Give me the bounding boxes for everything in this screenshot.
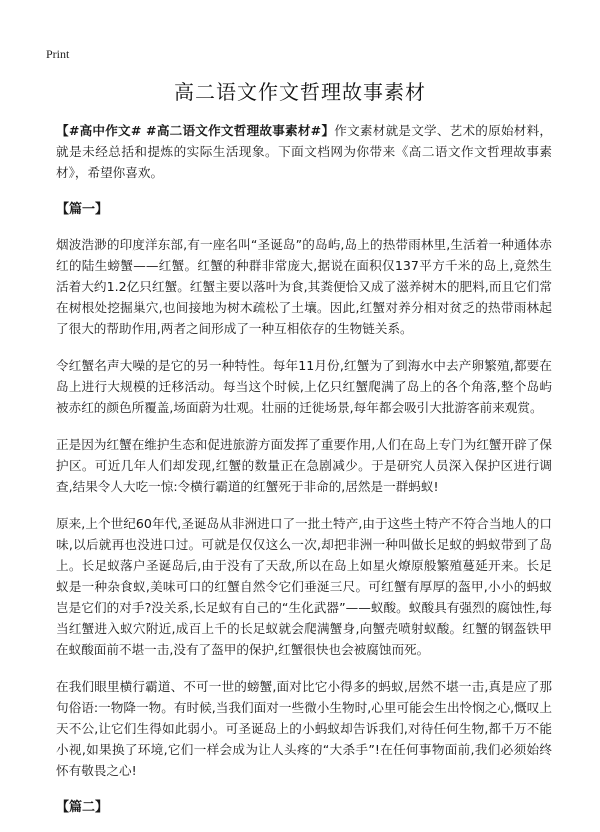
section-1-paragraph: 正是因为红蟹在维护生态和促进旅游方面发挥了重要作用,人们在岛上专门为红蟹开辟了保护区。可近几年人们却发现,红蟹的数量正在急剧减少。于是研究人员深入保护区进行调查,结果令人大吃一惊:令横行霸道的红蟹死于非命的,居然是一群蚂蚁! xyxy=(56,437,552,494)
intro-text: 作文素材就是文学、艺术的原始材料，就是未经总括和提炼的实际生活现象。下面文档网为你带来《高二语文作文哲理故事素材》，希望你喜欢。 xyxy=(56,123,553,180)
intro-paragraph xyxy=(56,120,552,183)
section-1-paragraph: 令红蟹名声大噪的是它的另一种特性。每年11月份,红蟹为了到海水中去产卵繁殖,都要在岛上进行大规模的迁移活动。每当这个时候,上亿只红蟹爬满了岛上的各个角落,整个岛屿被赤红的颜色所覆盖,场面蔚为壮观。壮丽的迁徙场景,每年都会吸引大批游客前来观赏。 xyxy=(56,358,552,415)
section-1-paragraph: 在我们眼里横行霸道、不可一世的螃蟹,面对比它小得多的蚂蚁,居然不堪一击,真是应了那句俗语:一物降一物。有时候,当我们面对一些微小生物时,心里可能会生出怜悯之心,慨叹上天不公,让它们生得如此弱小。可圣诞岛上的小蚂蚁却告诉我们,对待任何生物,都千万不能小视,如果换了环境,它们一样会成为让人头疼的“大杀手”!在任何事物面前,我们必须始终怀有敬畏之心! xyxy=(56,679,552,778)
section-1-paragraph: 原来,上个世纪60年代,圣诞岛从非洲进口了一批土特产,由于这些土特产不符合当地人的口味,以后就再也没进口过。可就是仅仅这么一次,却把非洲一种叫做长足蚁的蚂蚁带到了岛上。长足蚁落户圣诞岛后,由于没有了天敌,所以在岛上如星火燎原般繁殖蔓延开来。长足蚁是一种杂食蚁,美味可口的红蟹自然令它们垂涎三尺。可红蟹有厚厚的盔甲,小小的蚂蚁岂是它们的对手?没关系,长足蚁有自己的“生化武器”——蚁酸。蚁酸具有强烈的腐蚀性,每当红蟹进入蚁穴附近,成百上千的长足蚁就会爬满蟹身,向蟹壳喷射蚁酸。红蟹的钢盔铁甲在蚁酸面前不堪一击,没有了盔甲的保护,红蟹很快也会被腐蚀而死。 xyxy=(56,516,552,657)
section-1-paragraph: 烟波浩渺的印度洋东部,有一座名叫“圣诞岛”的岛屿,岛上的热带雨林里,生活着一种通体赤红的陆生螃蟹——红蟹。红蟹的种群非常庞大,据说在面积仅137平方千米的岛上,竟然生活着大约1.2亿只红蟹。红蟹主要以落叶为食,其粪便恰又成了滋养树木的肥料,而且它们常在树根处挖掘巢穴,也间接地为树木疏松了土壤。因此,红蟹对养分相对贫乏的热带雨林起了很大的帮助作用,两者之间形成了一种互相依存的生物链关系。 xyxy=(56,237,552,336)
intro-tags: 【#高中作文# #高二语文作文哲理故事素材#】 xyxy=(56,123,335,138)
section-heading-1: 【篇一】 xyxy=(56,202,109,217)
document-body xyxy=(56,120,552,832)
section-heading-2: 【篇二】 xyxy=(56,800,109,815)
document-title: 高二语文作文哲理故事素材 xyxy=(174,80,426,104)
print-link[interactable]: Print xyxy=(46,47,70,61)
